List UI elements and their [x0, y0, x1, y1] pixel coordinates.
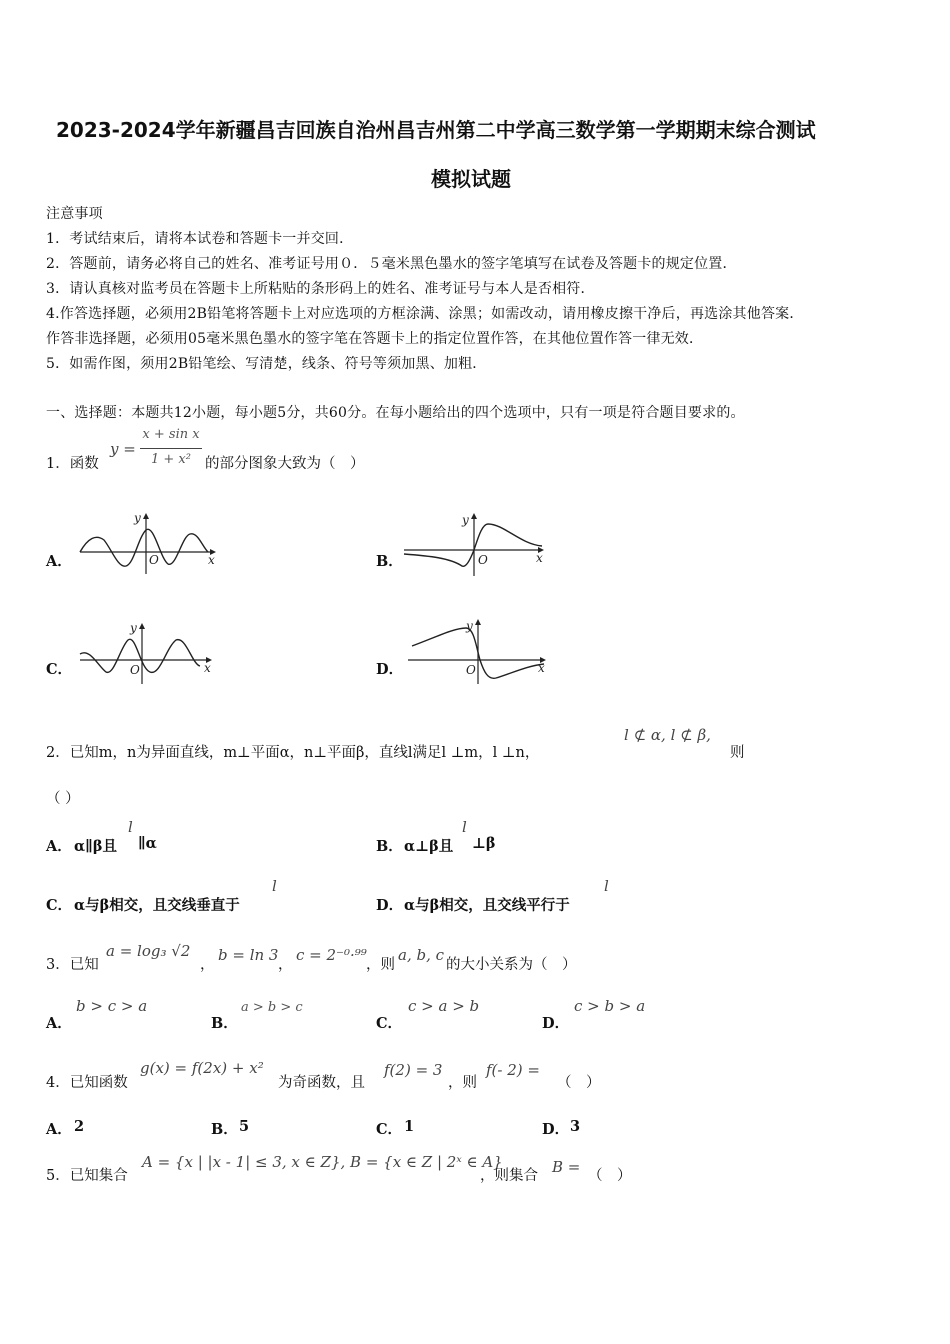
- q4-option-b-label: B．: [211, 1121, 238, 1138]
- q1-numerator: x + sin x: [142, 427, 200, 442]
- q1-graph-c: [74, 618, 224, 690]
- q4-prefix: 4．已知函数: [46, 1075, 128, 1091]
- graph-d-o-label: O: [466, 663, 476, 677]
- graph-d-y-arrow: [475, 619, 481, 625]
- q3-suffix: 的大小关系为（ ）: [446, 957, 577, 973]
- q2-option-c-label: C．: [46, 897, 73, 914]
- note-item-4b: 作答非选择题，必须用05毫米黑色墨水的签字笔在答题卡上的指定位置作答，在其他位置作答一律无效．: [46, 331, 704, 347]
- q3-sep1: ，: [200, 957, 215, 973]
- note-item-1: 1．考试结束后，请将本试卷和答题卡一并交回．: [46, 231, 354, 247]
- q1-graph-b: [400, 510, 555, 582]
- q2-option-a-post: ∥α: [138, 835, 157, 852]
- q5-prefix: 5．已知集合: [46, 1168, 128, 1184]
- page-title-line1: 2023-2024学年新疆昌吉回族自治州昌吉州第二中学高三数学第一学期期末综合测试: [56, 118, 816, 142]
- q2-option-d-l: l: [604, 877, 609, 895]
- q4-g-expr: g(x) = f(2x) + x²: [140, 1059, 264, 1077]
- q5-set-expr: A = {x | |x - 1| ≤ 3, x ∈ Z}, B = {x ∈ Z | 2ˣ ∈ A}: [142, 1153, 503, 1171]
- q2-option-a-l: l: [128, 818, 133, 836]
- q4-option-b-value: 5: [239, 1118, 250, 1135]
- q4-then: ，则: [448, 1075, 477, 1091]
- q2-text: 2．已知m，n为异面直线，m⊥平面α，n⊥平面β，直线l满足l ⊥m，l ⊥n，: [46, 745, 540, 761]
- q2-option-c-l: l: [272, 877, 277, 895]
- graph-a-y-label: y: [134, 511, 141, 525]
- graph-b-o-label: O: [478, 553, 488, 567]
- q4-mid: 为奇函数，且: [278, 1075, 365, 1091]
- q4-option-c-value: 1: [404, 1118, 415, 1135]
- q2-condition: l ⊄ α, l ⊄ β,: [624, 726, 711, 744]
- q3-vars: a, b, c: [398, 946, 445, 964]
- q4-paren: （ ）: [557, 1075, 601, 1091]
- note-item-2: 2．答题前，请务必将自己的姓名、准考证号用０．５毫米黑色墨水的签字笔填写在试卷及答题卡的规定位置．: [46, 256, 737, 272]
- graph-c-y-arrow: [139, 623, 145, 629]
- graph-a-curve: [80, 529, 208, 566]
- q3-b-expr: b = ln 3: [218, 946, 279, 964]
- q1-fraction-bar: [140, 448, 202, 449]
- q2-option-a-label: A．: [46, 838, 72, 855]
- q3-then: ，则: [366, 957, 395, 973]
- q3-prefix: 3．已知: [46, 957, 99, 973]
- q4-option-d-label: D．: [542, 1121, 570, 1138]
- q4-fm2: f(- 2) =: [486, 1061, 540, 1079]
- graph-c-y-label: y: [130, 621, 137, 635]
- q4-option-c-label: C．: [376, 1121, 403, 1138]
- q2-option-b-label: B．: [376, 838, 403, 855]
- q2-option-d-label: D．: [376, 897, 404, 914]
- section-heading: 一、选择题：本题共12小题，每小题5分，共60分。在每小题给出的四个选项中，只有一项是符合题目要求的。: [46, 405, 745, 421]
- q3-option-b-label: B．: [211, 1015, 238, 1032]
- graph-c-o-label: O: [130, 663, 140, 677]
- q4-option-a-value: 2: [74, 1118, 85, 1135]
- q4-option-a-label: A．: [46, 1121, 72, 1138]
- q1-option-d-label: D．: [376, 661, 404, 678]
- graph-b-x-label: x: [536, 551, 543, 565]
- q3-option-d-label: D．: [542, 1015, 570, 1032]
- graph-d-x-label: x: [538, 661, 545, 675]
- q5-mid: ，则集合: [480, 1168, 538, 1184]
- q2-option-b-post: ⊥β: [472, 835, 496, 852]
- graph-a-x-label: x: [208, 553, 215, 567]
- q3-option-a-label: A．: [46, 1015, 72, 1032]
- graph-c-x-label: x: [204, 661, 211, 675]
- q2-option-b-l: l: [462, 818, 467, 836]
- q4-option-d-value: 3: [570, 1118, 581, 1135]
- q1-option-a-label: A．: [46, 553, 72, 570]
- note-item-3: 3．请认真核对监考员在答题卡上所粘贴的条形码上的姓名、准考证号与本人是否相符．: [46, 281, 595, 297]
- notes-heading: 注意事项: [46, 206, 103, 222]
- q1-option-c-label: C．: [46, 661, 73, 678]
- graph-b-y-label: y: [462, 513, 469, 527]
- q3-a-expr: a = log₃ √2: [106, 942, 191, 960]
- q3-c-expr: c = 2⁻⁰·⁹⁹: [296, 946, 367, 964]
- note-item-5: 5．如需作图，须用2B铅笔绘、写清楚，线条、符号等须加黑、加粗．: [46, 356, 487, 372]
- note-item-4: 4.作答选择题，必须用2B铅笔将答题卡上对应选项的方框涂满、涂黑；如需改动，请用橡皮擦干净后，再选涂其他答案．: [46, 306, 804, 322]
- q1-graph-d: [404, 616, 559, 688]
- q1-option-b-label: B．: [376, 553, 403, 570]
- q4-f2: f(2) = 3: [384, 1061, 443, 1079]
- graph-d-y-label: y: [466, 619, 473, 633]
- q1-y-eq: y =: [110, 440, 136, 458]
- q1-prefix: 1．函数: [46, 456, 99, 472]
- q2-option-d-text: α与β相交，且交线平行于: [404, 897, 570, 914]
- q2-then: 则: [730, 745, 745, 761]
- graph-a-o-label: O: [149, 553, 159, 567]
- q3-sep2: ，: [278, 957, 293, 973]
- q3-option-b-expr: a > b > c: [241, 1000, 303, 1015]
- q3-option-c-expr: c > a > b: [408, 997, 480, 1015]
- q1-denominator: 1 + x²: [151, 452, 191, 467]
- q3-option-c-label: C．: [376, 1015, 403, 1032]
- q3-option-a-expr: b > c > a: [76, 997, 148, 1015]
- q1-graph-a: [74, 508, 224, 580]
- page-title-line2: 模拟试题: [431, 167, 511, 191]
- q1-suffix: 的部分图象大致为（ ）: [205, 456, 365, 472]
- q2-option-a-pre: α∥β且: [74, 838, 117, 855]
- q2-option-b-pre: α⊥β且: [404, 838, 454, 855]
- graph-a-y-arrow: [143, 513, 149, 519]
- q3-option-d-expr: c > b > a: [574, 997, 646, 1015]
- graph-b-y-arrow: [471, 513, 477, 519]
- graph-b-curve: [404, 524, 542, 566]
- q5-b-eq: B =: [552, 1158, 581, 1176]
- q5-paren: （ ）: [588, 1168, 632, 1184]
- q2-paren: （ ）: [46, 791, 80, 807]
- q2-option-c-text: α与β相交，且交线垂直于: [74, 897, 240, 914]
- graph-c-curve: [80, 639, 200, 672]
